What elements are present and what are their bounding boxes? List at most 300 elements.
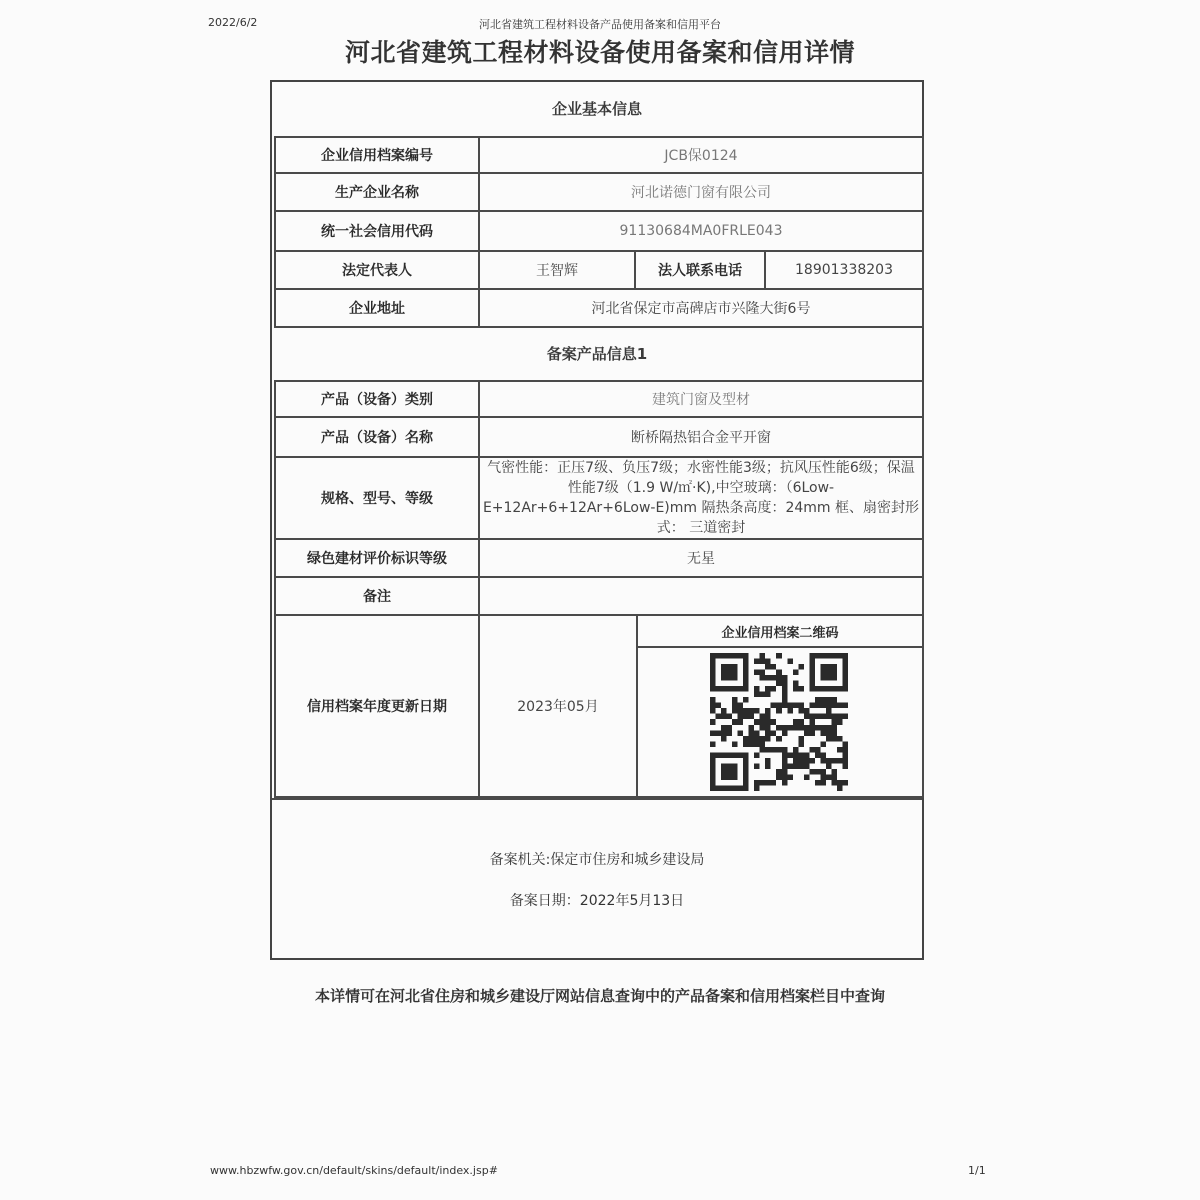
qr-module bbox=[831, 714, 837, 720]
qr-module bbox=[782, 752, 788, 758]
qr-module bbox=[831, 769, 837, 775]
qr-module bbox=[798, 719, 804, 725]
qr-module bbox=[842, 670, 848, 676]
qr-module bbox=[710, 703, 716, 709]
qr-module bbox=[826, 703, 832, 709]
qr-module bbox=[749, 730, 755, 736]
credit-no-label: 企业信用档案编号 bbox=[274, 136, 480, 174]
qr-module bbox=[732, 752, 738, 758]
qr-module bbox=[826, 664, 832, 670]
qr-module bbox=[716, 686, 722, 692]
qr-module bbox=[754, 730, 760, 736]
qr-module bbox=[754, 670, 760, 676]
qr-module bbox=[793, 747, 799, 753]
qr-module bbox=[727, 730, 733, 736]
qr-module bbox=[820, 758, 826, 764]
qr-module bbox=[820, 703, 826, 709]
qr-module bbox=[793, 719, 799, 725]
qr-module bbox=[771, 675, 777, 681]
qr-module bbox=[710, 697, 716, 703]
qr-module bbox=[727, 686, 733, 692]
qr-module bbox=[776, 736, 782, 742]
remark-label: 备注 bbox=[274, 578, 480, 616]
qr-module bbox=[749, 725, 755, 731]
qr-module bbox=[765, 763, 771, 769]
qr-module bbox=[820, 730, 826, 736]
qr-module bbox=[710, 741, 716, 747]
qr-module bbox=[754, 780, 760, 786]
qr-module bbox=[809, 725, 815, 731]
qr-module bbox=[771, 719, 777, 725]
qr-module bbox=[710, 730, 716, 736]
qr-module bbox=[842, 659, 848, 665]
qr-module bbox=[710, 653, 716, 659]
qr-module bbox=[820, 714, 826, 720]
qr-module bbox=[738, 785, 744, 791]
qr-module bbox=[815, 653, 821, 659]
qr-module bbox=[787, 708, 793, 714]
qr-module bbox=[842, 752, 848, 758]
qr-module bbox=[743, 686, 749, 692]
qr-module bbox=[749, 736, 755, 742]
qr-module bbox=[721, 752, 727, 758]
qr-module bbox=[798, 752, 804, 758]
qr-module bbox=[831, 758, 837, 764]
qr-module bbox=[809, 758, 815, 764]
update-date-label: 信用档案年度更新日期 bbox=[274, 616, 480, 798]
qr-module bbox=[776, 681, 782, 687]
qr-module bbox=[820, 769, 826, 775]
qr-code-icon bbox=[710, 653, 848, 791]
qr-module bbox=[815, 769, 821, 775]
qr-module bbox=[743, 653, 749, 659]
qr-module bbox=[842, 780, 848, 786]
qr-module bbox=[782, 758, 788, 764]
qr-module bbox=[837, 758, 843, 764]
qr-module bbox=[804, 708, 810, 714]
qr-module bbox=[765, 747, 771, 753]
qr-module bbox=[710, 670, 716, 676]
qr-module bbox=[815, 747, 821, 753]
qr-module bbox=[738, 686, 744, 692]
qr-module bbox=[727, 769, 733, 775]
qr-module bbox=[749, 708, 755, 714]
qr-module bbox=[820, 697, 826, 703]
qr-module bbox=[749, 741, 755, 747]
qr-module bbox=[743, 752, 749, 758]
qr-module bbox=[798, 686, 804, 692]
qr-module bbox=[831, 697, 837, 703]
company-name-label: 生产企业名称 bbox=[274, 174, 480, 212]
qr-module bbox=[738, 714, 744, 720]
qr-module bbox=[804, 774, 810, 780]
qr-module bbox=[710, 785, 716, 791]
qr-module bbox=[710, 681, 716, 687]
qr-module bbox=[826, 725, 832, 731]
qr-module bbox=[776, 653, 782, 659]
print-date: 2022/6/2 bbox=[208, 16, 258, 29]
qr-module bbox=[727, 664, 733, 670]
qr-module bbox=[842, 681, 848, 687]
address-label: 企业地址 bbox=[274, 290, 480, 328]
qr-module bbox=[809, 653, 815, 659]
page-title: 河北省建筑工程材料设备使用备案和信用详情 bbox=[344, 38, 855, 67]
product-section-title: 备案产品信息1 bbox=[546, 344, 648, 363]
qr-module bbox=[820, 774, 826, 780]
uscc-label: 统一社会信用代码 bbox=[274, 212, 480, 252]
qr-module bbox=[842, 664, 848, 670]
qr-module bbox=[837, 714, 843, 720]
qr-module bbox=[743, 736, 749, 742]
qr-module bbox=[826, 686, 832, 692]
qr-module bbox=[809, 675, 815, 681]
qr-module bbox=[743, 785, 749, 791]
qr-module bbox=[727, 752, 733, 758]
qr-module bbox=[793, 703, 799, 709]
qr-module bbox=[804, 763, 810, 769]
qr-module bbox=[754, 659, 760, 665]
qr-module bbox=[809, 714, 815, 720]
qr-module bbox=[754, 692, 760, 698]
qr-module bbox=[782, 692, 788, 698]
qr-module bbox=[798, 664, 804, 670]
qr-module bbox=[765, 719, 771, 725]
qr-module bbox=[721, 725, 727, 731]
qr-module bbox=[754, 736, 760, 742]
qr-module bbox=[809, 670, 815, 676]
qr-module bbox=[727, 670, 733, 676]
qr-module bbox=[743, 780, 749, 786]
qr-module bbox=[771, 703, 777, 709]
category-value: 建筑门窗及型材 bbox=[480, 380, 924, 418]
qr-module bbox=[842, 703, 848, 709]
qr-module bbox=[765, 692, 771, 698]
qr-module bbox=[826, 670, 832, 676]
qr-module bbox=[732, 774, 738, 780]
qr-module bbox=[793, 686, 799, 692]
qr-module bbox=[743, 769, 749, 775]
qr-module bbox=[804, 758, 810, 764]
qr-module bbox=[738, 708, 744, 714]
qr-module bbox=[754, 785, 760, 791]
spec-label: 规格、型号、等级 bbox=[274, 458, 480, 540]
qr-module bbox=[826, 675, 832, 681]
qr-module bbox=[765, 675, 771, 681]
qr-module bbox=[798, 763, 804, 769]
qr-module bbox=[793, 763, 799, 769]
company-name-value: 河北诺德门窗有限公司 bbox=[480, 174, 924, 212]
qr-module bbox=[820, 675, 826, 681]
qr-module bbox=[809, 659, 815, 665]
qr-module bbox=[743, 758, 749, 764]
qr-module bbox=[738, 719, 744, 725]
qr-module bbox=[760, 736, 766, 742]
qr-module bbox=[721, 730, 727, 736]
qr-module bbox=[837, 780, 843, 786]
qr-module bbox=[771, 686, 777, 692]
qr-module bbox=[820, 664, 826, 670]
product-name-label: 产品（设备）名称 bbox=[274, 418, 480, 458]
qr-module bbox=[743, 681, 749, 687]
qr-module bbox=[776, 703, 782, 709]
qr-module bbox=[760, 675, 766, 681]
green-rating-value: 无星 bbox=[480, 540, 924, 578]
qr-module bbox=[804, 725, 810, 731]
qr-module bbox=[820, 725, 826, 731]
qr-module bbox=[727, 714, 733, 720]
qr-module bbox=[776, 675, 782, 681]
qr-module bbox=[798, 708, 804, 714]
qr-module bbox=[732, 769, 738, 775]
qr-module bbox=[749, 714, 755, 720]
qr-module bbox=[710, 752, 716, 758]
qr-module bbox=[831, 653, 837, 659]
qr-module bbox=[826, 763, 832, 769]
qr-module bbox=[765, 664, 771, 670]
qr-module bbox=[771, 780, 777, 786]
qr-module bbox=[765, 758, 771, 764]
qr-module bbox=[776, 747, 782, 753]
qr-module bbox=[710, 774, 716, 780]
qr-module bbox=[754, 708, 760, 714]
qr-module bbox=[842, 763, 848, 769]
qr-module bbox=[798, 741, 804, 747]
qr-module bbox=[765, 730, 771, 736]
qr-module bbox=[771, 664, 777, 670]
qr-module bbox=[710, 708, 716, 714]
legal-rep-value: 王智辉 bbox=[480, 252, 636, 290]
qr-module bbox=[760, 670, 766, 676]
qr-module bbox=[716, 730, 722, 736]
qr-module bbox=[721, 653, 727, 659]
qr-module bbox=[754, 763, 760, 769]
qr-module bbox=[743, 774, 749, 780]
qr-module bbox=[743, 741, 749, 747]
site-title: 河北省建筑工程材料设备产品使用备案和信用平台 bbox=[479, 18, 721, 31]
legal-rep-label: 法定代表人 bbox=[274, 252, 480, 290]
footer-url: www.hbzwfw.gov.cn/default/skins/default/index.jsp# bbox=[210, 1164, 498, 1177]
qr-module bbox=[721, 664, 727, 670]
qr-module bbox=[831, 703, 837, 709]
qr-module bbox=[765, 708, 771, 714]
qr-module bbox=[776, 769, 782, 775]
qr-module bbox=[820, 780, 826, 786]
qr-module bbox=[710, 769, 716, 775]
qr-module bbox=[837, 785, 843, 791]
qr-module bbox=[793, 670, 799, 676]
qr-module bbox=[732, 697, 738, 703]
qr-module bbox=[782, 747, 788, 753]
filing-date: 备案日期：2022年5月13日 bbox=[509, 893, 685, 909]
record-table bbox=[270, 80, 924, 960]
qr-module bbox=[760, 653, 766, 659]
qr-module bbox=[727, 763, 733, 769]
spec-value: 气密性能：正压7级、负压7级；水密性能3级；抗风压性能6级；保温性能7级（1.9 W/㎡·K),中空玻璃：（6Low-E+12Ar+6+12Ar+6Low-E)mm 隔热条高度：24mm 框、扇密封形式： 三道密封 bbox=[480, 458, 924, 540]
qr-module bbox=[738, 703, 744, 709]
qr-module bbox=[798, 736, 804, 742]
qr-module bbox=[765, 725, 771, 731]
qr-module bbox=[809, 769, 815, 775]
qr-module bbox=[842, 675, 848, 681]
qr-module bbox=[782, 763, 788, 769]
uscc-value: 91130684MA0FRLE043 bbox=[480, 212, 924, 252]
qr-module bbox=[721, 714, 727, 720]
qr-module bbox=[732, 675, 738, 681]
qr-module bbox=[743, 664, 749, 670]
qr-module bbox=[765, 714, 771, 720]
qr-module bbox=[804, 714, 810, 720]
category-label: 产品（设备）类别 bbox=[274, 380, 480, 418]
enterprise-section-title: 企业基本信息 bbox=[551, 99, 642, 118]
qr-module bbox=[815, 780, 821, 786]
qr-module bbox=[831, 664, 837, 670]
qr-module bbox=[842, 653, 848, 659]
qr-module bbox=[804, 730, 810, 736]
qr-module bbox=[826, 708, 832, 714]
qr-module bbox=[815, 725, 821, 731]
qr-module bbox=[831, 736, 837, 742]
qr-module bbox=[793, 681, 799, 687]
qr-module bbox=[776, 708, 782, 714]
qr-module bbox=[721, 736, 727, 742]
qr-module bbox=[815, 686, 821, 692]
qr-module bbox=[815, 752, 821, 758]
qr-module bbox=[831, 774, 837, 780]
qr-module bbox=[820, 670, 826, 676]
qr-module bbox=[721, 769, 727, 775]
qr-module bbox=[809, 686, 815, 692]
qr-module bbox=[721, 670, 727, 676]
qr-module bbox=[760, 659, 766, 665]
qr-module bbox=[798, 725, 804, 731]
qr-module bbox=[765, 780, 771, 786]
qr-module bbox=[771, 747, 777, 753]
phone-label: 法人联系电话 bbox=[634, 252, 766, 290]
page-number: 1/1 bbox=[968, 1164, 986, 1177]
qr-module bbox=[732, 653, 738, 659]
qr-module bbox=[738, 752, 744, 758]
qr-module bbox=[782, 725, 788, 731]
qr-module bbox=[710, 664, 716, 670]
qr-module bbox=[804, 752, 810, 758]
qr-module bbox=[710, 780, 716, 786]
qr-module bbox=[782, 703, 788, 709]
remark-value bbox=[480, 578, 924, 616]
qr-module bbox=[732, 708, 738, 714]
qr-module bbox=[760, 719, 766, 725]
qr-module bbox=[831, 730, 837, 736]
qr-module bbox=[826, 758, 832, 764]
qr-module bbox=[743, 708, 749, 714]
qr-module bbox=[820, 752, 826, 758]
qr-module bbox=[815, 703, 821, 709]
qr-module bbox=[787, 763, 793, 769]
qr-module bbox=[721, 763, 727, 769]
qr-module bbox=[721, 708, 727, 714]
qr-module bbox=[721, 785, 727, 791]
qr-module bbox=[826, 774, 832, 780]
qr-module bbox=[727, 785, 733, 791]
qr-module bbox=[732, 670, 738, 676]
qr-module bbox=[793, 752, 799, 758]
footnote: 本详情可在河北省住房和城乡建设厅网站信息查询中的产品备案和信用档案栏目中查询 bbox=[314, 987, 885, 1005]
filing-authority: 备案机关:保定市住房和城乡建设局 bbox=[489, 852, 705, 868]
qr-module bbox=[754, 741, 760, 747]
qr-module bbox=[727, 774, 733, 780]
qr-module bbox=[721, 774, 727, 780]
qr-module bbox=[837, 736, 843, 742]
qr-module bbox=[826, 730, 832, 736]
qr-module bbox=[831, 675, 837, 681]
qr-module bbox=[809, 719, 815, 725]
qr-module bbox=[716, 703, 722, 709]
qr-module bbox=[842, 758, 848, 764]
qr-module bbox=[732, 719, 738, 725]
qr-module bbox=[787, 703, 793, 709]
qr-module bbox=[826, 736, 832, 742]
qr-module bbox=[820, 653, 826, 659]
qr-module bbox=[837, 747, 843, 753]
qr-module bbox=[716, 714, 722, 720]
qr-module bbox=[820, 686, 826, 692]
qr-module bbox=[716, 785, 722, 791]
qr-module bbox=[727, 653, 733, 659]
qr-module bbox=[760, 725, 766, 731]
qr-module bbox=[831, 719, 837, 725]
qr-module bbox=[809, 730, 815, 736]
qr-module bbox=[837, 653, 843, 659]
qr-module bbox=[842, 747, 848, 753]
qr-module bbox=[826, 653, 832, 659]
qr-module bbox=[826, 714, 832, 720]
divider bbox=[272, 798, 922, 800]
qr-module bbox=[820, 741, 826, 747]
qr-module bbox=[793, 725, 799, 731]
qr-module bbox=[732, 703, 738, 709]
qr-module bbox=[760, 741, 766, 747]
qr-module bbox=[760, 747, 766, 753]
qr-module bbox=[831, 780, 837, 786]
qr-module bbox=[765, 736, 771, 742]
qr-module bbox=[732, 785, 738, 791]
update-date-value: 2023年05月 bbox=[480, 616, 638, 798]
qr-module bbox=[782, 730, 788, 736]
qr-module bbox=[837, 703, 843, 709]
qr-module bbox=[754, 752, 760, 758]
qr-module bbox=[727, 725, 733, 731]
qr-module bbox=[743, 659, 749, 665]
qr-module bbox=[776, 725, 782, 731]
qr-module bbox=[710, 659, 716, 665]
qr-module bbox=[842, 686, 848, 692]
qr-module bbox=[710, 719, 716, 725]
qr-module bbox=[760, 714, 766, 720]
qr-module bbox=[760, 780, 766, 786]
qr-module bbox=[782, 686, 788, 692]
qr-module bbox=[743, 697, 749, 703]
qr-module bbox=[809, 681, 815, 687]
green-rating-label: 绿色建材评价标识等级 bbox=[274, 540, 480, 578]
qr-module bbox=[776, 670, 782, 676]
qr-module bbox=[721, 686, 727, 692]
qr-module bbox=[710, 758, 716, 764]
qr-module bbox=[793, 758, 799, 764]
phone-value: 18901338203 bbox=[766, 252, 924, 290]
qr-module bbox=[743, 714, 749, 720]
qr-module bbox=[765, 659, 771, 665]
qr-module bbox=[782, 780, 788, 786]
qr-module bbox=[842, 741, 848, 747]
